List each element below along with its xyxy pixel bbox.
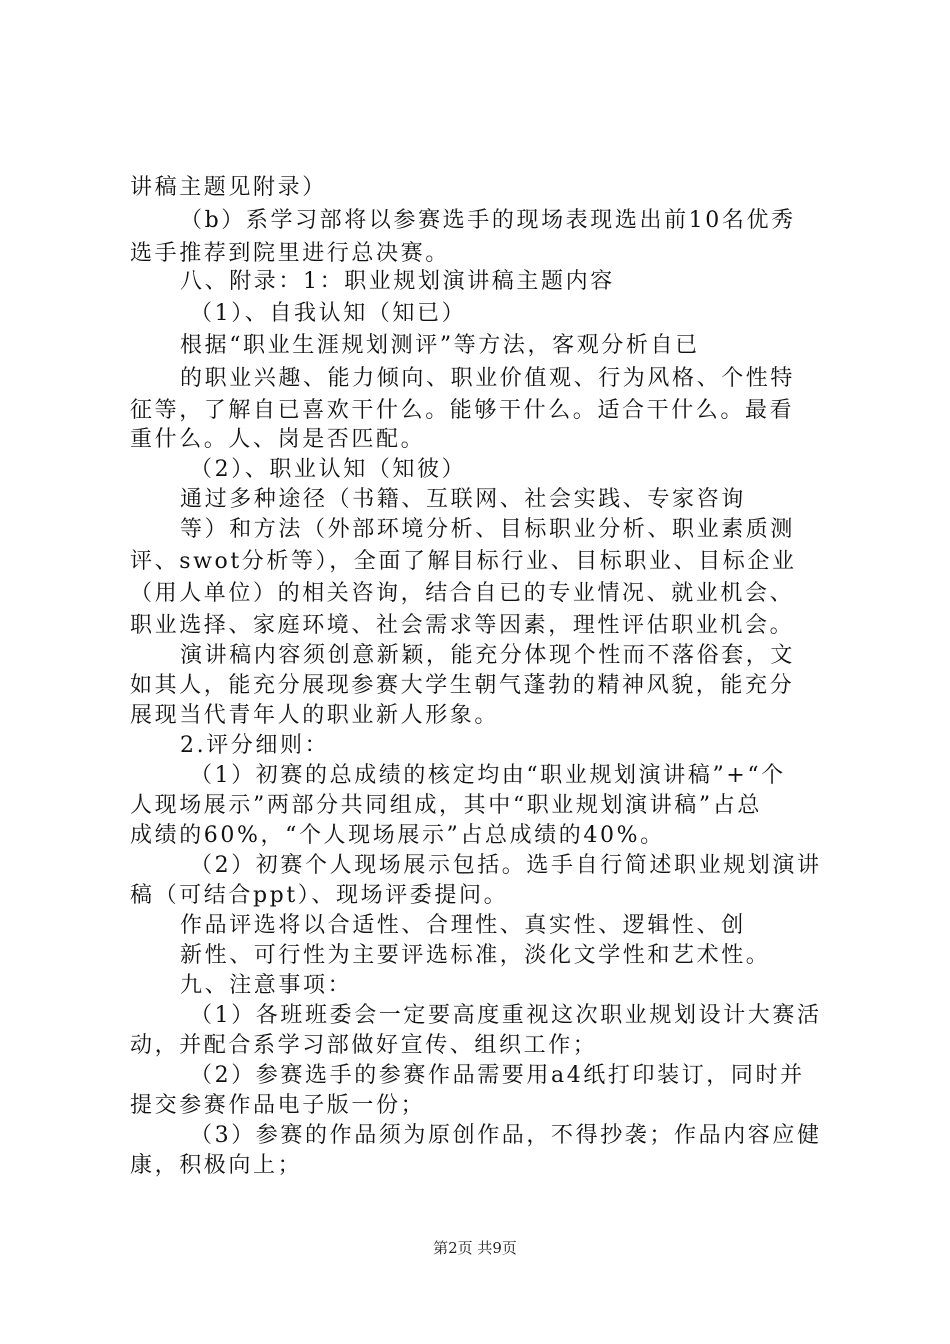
text-line: （用人单位）的相关咨询，结合自已的专业情况、就业机会、 <box>130 581 795 606</box>
text-line: （2）参赛选手的参赛作品需要用a4纸打印装订，同时并 <box>190 1063 805 1088</box>
text-line: 展现当代青年人的职业新人形象。 <box>130 703 500 728</box>
text-line: 评、swot分析等），全面了解目标行业、目标职业、目标企业 <box>130 549 797 574</box>
text-line: 稿（可结合ppt）、现场评委提问。 <box>130 883 509 908</box>
text-line: （2）初赛个人现场展示包括。选手自行简述职业规划演讲 <box>190 853 822 878</box>
text-line: 八、附录：1：职业规划演讲稿主题内容 <box>180 269 615 294</box>
text-line: （1）、自我认知（知已） <box>190 301 467 326</box>
text-line: 新性、可行性为主要评选标准，淡化文学性和艺术性。 <box>180 943 771 968</box>
text-line: （3）参赛的作品须为原创作品，不得抄袭；作品内容应健 <box>190 1123 822 1148</box>
text-line: 提交参赛作品电子版一份； <box>130 1093 426 1118</box>
text-line: （b）系学习部将以参赛选手的现场表现选出前10名优秀 <box>180 208 796 233</box>
text-line: 讲稿主题见附录） <box>130 175 327 200</box>
text-line: （1）初赛的总成绩的核定均由“职业规划演讲稿”+“个 <box>190 763 786 788</box>
text-line: 职业选择、家庭环境、社会需求等因素，理性评估职业机会。 <box>130 613 795 638</box>
text-line: （2）、职业认知（知彼） <box>190 457 467 482</box>
text-line: 等）和方法（外部环境分析、目标职业分析、职业素质测 <box>180 517 796 542</box>
text-line: 演讲稿内容须创意新颖，能充分体现个性而不落俗套，文 <box>180 643 796 668</box>
text-line: 动，并配合系学习部做好宣传、组织工作； <box>130 1033 598 1058</box>
text-line: 征等，了解自已喜欢干什么。能够干什么。适合干什么。最看 <box>130 398 795 423</box>
text-line: 如其人，能充分展现参赛大学生朝气蓬勃的精神风貌，能充分 <box>130 673 795 698</box>
text-line: 康，积极向上； <box>130 1153 303 1178</box>
page-footer: 第2页 共9页 <box>433 1239 517 1257</box>
text-line: 作品评选将以合适性、合理性、真实性、逻辑性、创 <box>180 913 746 938</box>
text-line: 选手推荐到院里进行总决赛。 <box>130 241 450 266</box>
text-line: 重什么。人、岗是否匹配。 <box>130 427 426 452</box>
text-line: 通过多种途径（书籍、互联网、社会实践、专家咨询 <box>180 487 746 512</box>
text-line: 成绩的60%，“个人现场展示”占总成绩的40%。 <box>130 823 665 848</box>
text-line: 根据“职业生涯规划测评”等方法，客观分析自已 <box>180 333 700 358</box>
text-line: 2.评分细则： <box>180 733 330 758</box>
text-line: （1）各班班委会一定要高度重视这次职业规划设计大赛活 <box>190 1003 822 1028</box>
text-line: 的职业兴趣、能力倾向、职业价值观、行为风格、个性特 <box>180 366 796 391</box>
text-line: 人现场展示”两部分共同组成，其中“职业规划演讲稿”占总 <box>130 793 762 818</box>
text-line: 九、注意事项： <box>180 973 353 998</box>
